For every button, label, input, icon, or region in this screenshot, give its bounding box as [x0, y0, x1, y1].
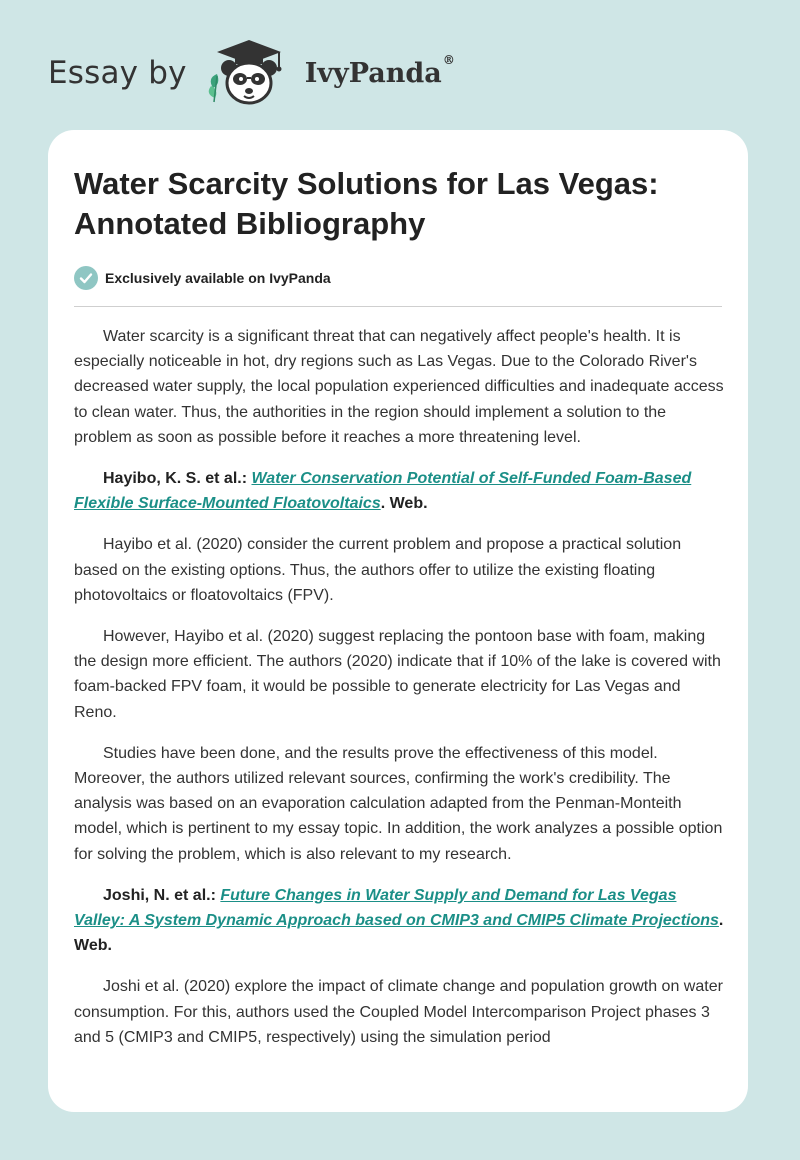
reference-link-joshi[interactable]: Future Changes in Water Supply and Demand for Las Vegas Valley: A System Dynamic Approach based on CMIP3 and CMIP5 Climate Projections	[74, 886, 719, 930]
essay-by-label: Essay by	[48, 55, 187, 91]
annotation-paragraph: Joshi et al. (2020) explore the impact of climate change and population growth on water consumption. For this, authors used the Coupled Model Intercomparison Project phases 3 and 5 (CMIP3 and CMIP5, respectively) using the simulation period	[74, 978, 723, 1046]
trademark-symbol: ®	[442, 52, 455, 67]
reference-author: Hayibo, K. S. et al.:	[103, 470, 248, 488]
page-title: Water Scarcity Solutions for Las Vegas: Annotated Bibliography	[74, 166, 659, 241]
panda-logo-icon[interactable]	[201, 38, 297, 108]
brand-name[interactable]: IvyPanda®	[304, 52, 455, 89]
reference-hayibo	[74, 466, 724, 516]
annotation-paragraph: Hayibo et al. (2020) consider the current problem and propose a practical solution based on the existing options. Thus, the authors offer to utilize the existing floating photovoltaics or floatovoltaics (FPV).	[74, 536, 682, 604]
article-body	[74, 324, 724, 1050]
intro-paragraph: Water scarcity is a significant threat that can negatively affect people's health. It is especially noticeable in hot, dry regions such as Las Vegas. Due to the Colorado River's decreased water supply, the local population experienced difficulties and inadequate access to clean water. Thus, the authorities in the region should implement a solution to the problem as soon as possible before it reaches a more threatening level.	[74, 328, 724, 446]
check-icon	[74, 266, 98, 290]
reference-suffix: . Web.	[380, 495, 428, 513]
divider	[74, 306, 722, 307]
exclusive-badge	[74, 266, 724, 290]
essay-card	[48, 130, 748, 1112]
reference-suffix: . Web.	[74, 912, 724, 955]
annotation-paragraph: However, Hayibo et al. (2020) suggest replacing the pontoon base with foam, making the design more efficient. The authors (2020) indicate that if 10% of the lake is covered with foam-backed FPV foam, it would be possible to generate electricity for Las Vegas and Reno.	[74, 628, 721, 721]
reference-author: Joshi, N. et al.:	[103, 886, 216, 904]
reference-joshi	[74, 883, 724, 959]
site-header	[48, 38, 455, 108]
reference-link-hayibo[interactable]: Water Conservation Potential of Self-Funded Foam-Based Flexible Surface-Mounted Floatovoltaics	[74, 470, 692, 513]
annotation-paragraph: Studies have been done, and the results prove the effectiveness of this model. Moreover, the authors utilized relevant sources, confirming the work's credibility. The analysis was based on an evaporation calculation adapted from the Penman-Monteith model, which is pertinent to my essay topic. In addition, the work analyzes a possible option for solving the problem, which is also relevant to my research.	[74, 744, 723, 863]
exclusive-badge-text: Exclusively available on IvyPanda	[105, 270, 331, 286]
